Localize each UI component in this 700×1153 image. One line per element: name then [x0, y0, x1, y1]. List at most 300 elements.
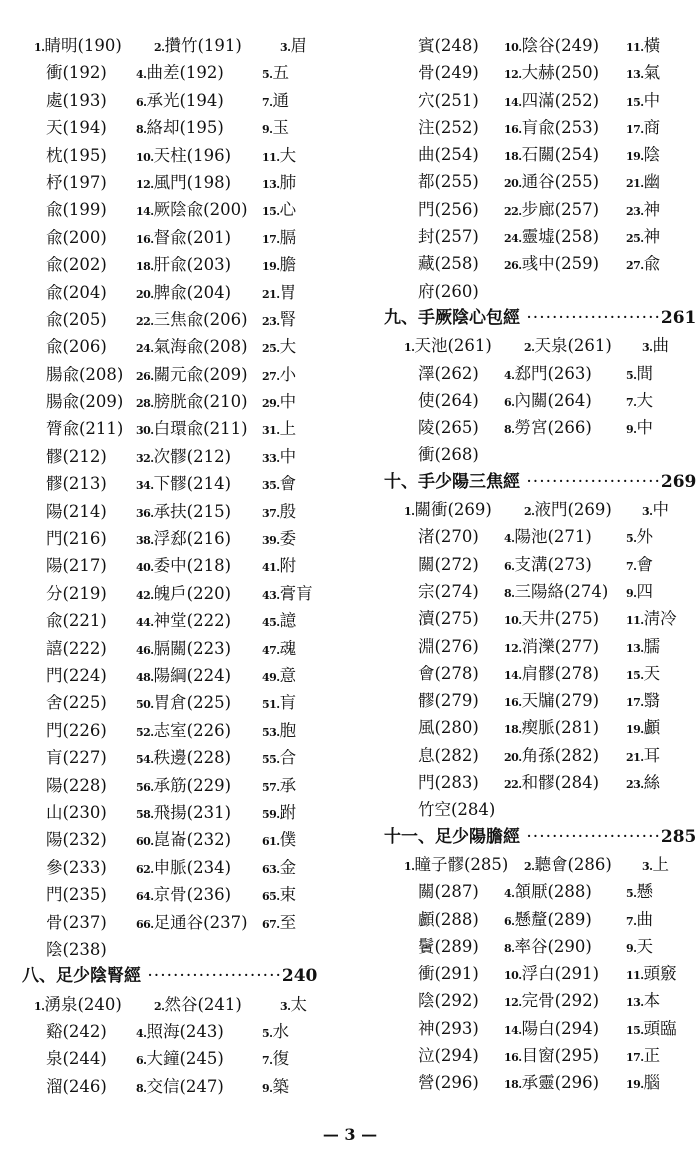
entry-number: 21. [262, 287, 280, 301]
entry-number: 10. [504, 614, 522, 628]
entry-number: 20. [504, 750, 522, 764]
entry-text: 液門(269) [534, 500, 612, 520]
index-line [22, 32, 352, 59]
index-line [384, 223, 684, 250]
entry-text: 會 [636, 554, 653, 574]
index-entry [504, 987, 599, 1016]
entry-text: 中 [279, 392, 297, 412]
index-entry [136, 552, 231, 581]
index-line [384, 660, 684, 687]
entry-number: 4. [136, 68, 147, 82]
index-entry: 門(256) [418, 199, 479, 219]
entry-number: 6. [504, 559, 515, 573]
index-entry: 腸兪(209) [46, 392, 124, 412]
entry-text: 金 [279, 857, 297, 877]
entry-number: 15. [626, 668, 644, 682]
index-line [22, 525, 352, 552]
index-entry [262, 881, 296, 910]
entry-text: 水 [272, 1022, 289, 1042]
entry-number: 41. [262, 561, 280, 575]
index-entry [136, 361, 248, 390]
leader-dots: ····················· [520, 826, 661, 847]
index-entry: 渚(270) [418, 527, 479, 547]
index-line [22, 881, 352, 908]
section-heading [384, 469, 697, 496]
index-entry: 參(233) [46, 857, 107, 877]
index-entry [262, 169, 296, 198]
entry-number: 46. [136, 643, 154, 657]
entry-text: 氣海兪(208) [153, 337, 248, 357]
entry-number: 12. [504, 641, 522, 655]
entry-text: 絡却(195) [146, 118, 224, 138]
index-entry [262, 909, 296, 938]
entry-number: 44. [136, 616, 154, 630]
entry-number: 17. [626, 696, 644, 710]
entry-number: 37. [262, 506, 280, 520]
entry-number: 7. [626, 395, 637, 409]
entry-text: 懸釐(289) [514, 909, 592, 929]
entry-number: 28. [136, 397, 154, 411]
entry-text: 膈 [279, 227, 297, 247]
index-line [22, 333, 352, 360]
index-line [22, 279, 352, 306]
entry-number: 27. [262, 369, 280, 383]
entry-text: 腎 [279, 309, 297, 329]
index-entry [504, 414, 592, 443]
index-line [384, 769, 684, 796]
entry-number: 2. [524, 505, 535, 519]
entry-number: 1. [34, 999, 45, 1013]
entry-text: 浮郄(216) [153, 529, 232, 549]
index-line [22, 854, 352, 881]
index-entry [642, 851, 669, 880]
index-entry [262, 498, 296, 527]
index-line [22, 443, 352, 470]
index-entry [504, 523, 592, 552]
entry-number: 21. [626, 177, 644, 191]
entry-text: 陽池(271) [514, 527, 592, 547]
entry-number: 8. [504, 423, 515, 437]
index-entry [626, 960, 677, 989]
entry-number: 45. [262, 616, 280, 630]
index-entry [262, 1045, 289, 1074]
entry-text: 承扶(215) [153, 501, 232, 521]
entry-number: 63. [262, 862, 280, 876]
index-entry: 譆(222) [46, 638, 107, 658]
index-entry [504, 141, 599, 170]
entry-text: 上 [279, 419, 297, 439]
entry-number: 6. [504, 395, 515, 409]
entry-text: 胃倉(225) [153, 693, 232, 713]
index-entry: 肓(227) [46, 748, 107, 768]
index-entry: 關(287) [418, 882, 479, 902]
entry-number: 17. [262, 232, 280, 246]
index-line [22, 580, 352, 607]
index-entry [626, 168, 660, 197]
entry-number: 13. [262, 177, 280, 191]
entry-number: 23. [626, 778, 644, 792]
entry-text: 足通谷(237) [153, 912, 248, 932]
index-entry: 陽(232) [46, 830, 107, 850]
index-entry [34, 32, 122, 61]
index-entry [280, 991, 307, 1020]
index-entry: 杼(197) [46, 172, 107, 192]
entry-number: 9. [626, 423, 637, 437]
entry-text: 天 [643, 663, 661, 683]
entry-number: 59. [262, 807, 280, 821]
index-entry [136, 689, 231, 718]
index-line [22, 1018, 352, 1045]
index-entry [136, 87, 224, 116]
index-entry [136, 279, 231, 308]
index-entry [262, 635, 296, 664]
index-line [384, 360, 684, 387]
entry-number: 42. [136, 588, 154, 602]
entry-text: 關元兪(209) [153, 364, 248, 384]
index-entry [136, 470, 231, 499]
index-entry [626, 1042, 660, 1071]
entry-number: 18. [136, 260, 154, 274]
index-entry [262, 580, 313, 609]
entry-number: 2. [154, 999, 165, 1013]
entry-text: 目窗(295) [521, 1045, 600, 1065]
entry-text: 消濼(277) [521, 636, 600, 656]
entry-number: 33. [262, 451, 280, 465]
index-entry [504, 633, 599, 662]
entry-text: 四 [636, 581, 653, 601]
entry-text: 白環兪(211) [153, 419, 248, 439]
entry-text: 商 [643, 117, 661, 137]
entry-number: 6. [136, 95, 147, 109]
index-entry: 陽(228) [46, 775, 107, 795]
index-entry [262, 224, 296, 253]
entry-text: 瞳子髎(285) [414, 854, 509, 874]
index-entry [262, 552, 296, 581]
index-entry [404, 332, 492, 361]
index-entry [626, 223, 660, 252]
entry-number: 9. [262, 1081, 273, 1095]
entry-number: 25. [262, 342, 280, 356]
index-entry: 兪(206) [46, 337, 107, 357]
entry-text: 神 [643, 199, 661, 219]
entry-number: 12. [504, 68, 522, 82]
index-entry [504, 906, 592, 935]
index-entry: 顱(288) [418, 909, 479, 929]
index-entry: 澤(262) [418, 363, 479, 383]
index-entry: 封(257) [418, 227, 479, 247]
section-title: 十一、足少陽膽經 [384, 826, 520, 847]
index-entry [136, 114, 224, 143]
index-entry [262, 826, 296, 855]
entry-number: 10. [504, 969, 522, 983]
entry-text: 肓 [279, 693, 297, 713]
entry-text: 三陽絡(274) [514, 581, 609, 601]
entry-number: 1. [404, 859, 415, 873]
entry-number: 9. [626, 586, 637, 600]
index-line [384, 578, 684, 605]
section-title: 八、足少陰腎經 [22, 966, 141, 987]
index-entry [136, 826, 231, 855]
entry-text: 太 [290, 994, 307, 1014]
entry-number: 32. [136, 451, 154, 465]
index-entry [154, 32, 242, 61]
entry-number: 26. [504, 259, 522, 273]
index-entry: 兪(205) [46, 309, 107, 329]
entry-text: 淸冷 [643, 609, 677, 629]
index-entry [136, 443, 231, 472]
entry-text: 中 [279, 446, 297, 466]
left-column [22, 32, 352, 1100]
entry-number: 35. [262, 479, 280, 493]
entry-text: 顱 [643, 718, 661, 738]
index-entry [262, 1073, 289, 1102]
entry-number: 11. [626, 41, 644, 54]
entry-number: 1. [404, 505, 415, 519]
section-heading [384, 824, 697, 851]
index-entry: 賓(248) [418, 36, 479, 55]
entry-number: 25. [626, 232, 644, 246]
index-entry: 兪(199) [46, 200, 107, 220]
index-entry [404, 851, 508, 880]
entry-number: 50. [136, 698, 154, 712]
index-entry: 穴(251) [418, 90, 479, 110]
index-line [384, 551, 684, 578]
index-entry: 兪(200) [46, 227, 107, 247]
section-title: 九、手厥陰心包經 [384, 307, 520, 328]
entry-text: 秩邊(228) [153, 748, 232, 768]
index-line [22, 717, 352, 744]
section-page: 269 [660, 471, 697, 492]
index-line [22, 169, 352, 196]
entry-text: 督兪(201) [153, 227, 232, 247]
index-line [22, 607, 352, 634]
index-entry [404, 496, 492, 525]
entry-number: 51. [262, 698, 280, 712]
entry-number: 47. [262, 643, 280, 657]
entry-text: 小 [279, 364, 297, 384]
index-entry [262, 361, 296, 390]
entry-text: 郄門(263) [514, 363, 592, 383]
index-line [384, 250, 684, 277]
index-entry: 宗(274) [418, 581, 479, 601]
entry-text: 委中(218) [153, 556, 232, 576]
entry-number: 3. [280, 999, 291, 1013]
entry-text: 三焦兪(206) [153, 309, 248, 329]
entry-number: 16. [136, 232, 154, 246]
entry-text: 跗 [279, 802, 297, 822]
index-entry [626, 660, 660, 689]
index-line [22, 142, 352, 169]
index-line [384, 332, 684, 359]
index-entry [136, 388, 248, 417]
index-entry [136, 772, 231, 801]
index-line [384, 168, 684, 195]
index-entry: 泉(244) [46, 1049, 107, 1069]
entry-text: 至 [279, 912, 297, 932]
index-entry [504, 223, 599, 252]
index-entry [136, 251, 231, 280]
entry-text: 腦 [643, 1073, 661, 1093]
index-entry [154, 991, 242, 1020]
index-entry [626, 578, 653, 607]
index-entry [262, 689, 296, 718]
index-entry [504, 933, 592, 962]
index-entry: 曲(254) [418, 145, 479, 165]
entry-text: 聽會(286) [534, 854, 612, 874]
entry-text: 大鐘(245) [146, 1049, 224, 1069]
index-entry [136, 854, 231, 883]
section-heading [22, 963, 352, 990]
entry-number: 19. [626, 1078, 644, 1092]
entry-text: 四滿(252) [521, 90, 600, 110]
entry-text: 幽 [643, 172, 661, 192]
index-line [384, 1042, 684, 1069]
entry-text: 完骨(292) [521, 991, 600, 1011]
section-title: 十、手少陽三焦經 [384, 471, 520, 492]
entry-number: 12. [504, 996, 522, 1010]
entry-number: 7. [262, 95, 273, 109]
entry-text: 膽 [279, 255, 297, 275]
index-line [384, 1015, 684, 1042]
index-entry: 髎(213) [46, 474, 107, 494]
index-entry: 天(194) [46, 118, 107, 138]
entry-number: 20. [136, 287, 154, 301]
index-entry [136, 607, 231, 636]
index-entry [626, 551, 653, 580]
index-entry: 山(230) [46, 802, 107, 822]
entry-number: 60. [136, 835, 154, 849]
entry-number: 27. [626, 259, 644, 273]
index-entry: 陰(238) [46, 939, 107, 959]
index-entry [136, 498, 231, 527]
entry-text: 頭臨 [643, 1018, 677, 1038]
index-entry: 分(219) [46, 583, 107, 603]
entry-text: 關衝(269) [414, 500, 492, 520]
entry-number: 6. [136, 1054, 147, 1068]
entry-text: 靈墟(258) [521, 227, 600, 247]
index-entry [136, 580, 231, 609]
entry-number: 9. [262, 123, 273, 137]
index-entry: 使(264) [418, 390, 479, 410]
entry-text: 通 [272, 90, 289, 110]
section-page: 261 [660, 307, 697, 328]
entry-text: 本 [643, 991, 661, 1011]
entry-number: 20. [504, 177, 522, 191]
entry-number: 11. [626, 969, 644, 983]
index-entry [262, 854, 296, 883]
index-entry: 髎(279) [418, 691, 479, 711]
entry-number: 7. [626, 559, 637, 573]
entry-text: 陽白(294) [521, 1018, 600, 1038]
index-line [384, 141, 684, 168]
entry-text: 內關(264) [514, 390, 592, 410]
index-entry [262, 87, 289, 116]
entry-number: 5. [626, 887, 637, 901]
entry-text: 勞宮(266) [514, 418, 592, 438]
entry-number: 13. [626, 996, 644, 1010]
index-line [22, 826, 352, 853]
index-entry: 陽(217) [46, 556, 107, 576]
index-entry: 髎(212) [46, 446, 107, 466]
entry-number: 14. [504, 95, 522, 109]
index-line [22, 415, 352, 442]
index-entry [504, 687, 599, 716]
index-entry: 腸兪(208) [46, 364, 124, 384]
entry-text: 厥陰兪(200) [153, 200, 248, 220]
entry-text: 頭竅 [643, 964, 677, 984]
index-entry [136, 196, 248, 225]
entry-text: 攢竹(191) [164, 36, 242, 55]
index-entry [262, 525, 296, 554]
entry-text: 大 [279, 145, 297, 165]
entry-number: 67. [262, 917, 280, 931]
index-entry: 谿(242) [46, 1022, 107, 1042]
entry-text: 風門(198) [153, 172, 232, 192]
entry-number: 64. [136, 890, 154, 904]
index-entry [504, 742, 599, 771]
entry-number: 5. [626, 368, 637, 382]
entry-text: 耳 [643, 745, 661, 765]
index-entry [136, 306, 248, 335]
index-entry [136, 59, 224, 88]
index-entry: 營(296) [418, 1073, 479, 1093]
entry-text: 附 [279, 556, 297, 576]
entry-number: 3. [642, 859, 653, 873]
index-entry [136, 142, 231, 171]
entry-number: 62. [136, 862, 154, 876]
index-entry [504, 32, 599, 61]
entry-number: 14. [136, 205, 154, 219]
index-entry [626, 906, 653, 935]
entry-number: 16. [504, 1050, 522, 1064]
entry-number: 17. [626, 122, 644, 136]
index-line [22, 388, 352, 415]
index-entry [626, 387, 653, 416]
entry-text: 睛明(190) [44, 36, 122, 55]
index-line [384, 114, 684, 141]
entry-number: 48. [136, 670, 154, 684]
entry-number: 18. [504, 150, 522, 164]
index-entry [504, 878, 592, 907]
index-entry [626, 987, 660, 1016]
leader-dots: ····················· [141, 966, 282, 987]
index-entry: 兪(204) [46, 282, 107, 302]
index-entry [504, 960, 599, 989]
index-entry [626, 59, 660, 88]
index-entry [136, 662, 231, 691]
entry-number: 38. [136, 534, 154, 548]
section-page: 285 [660, 826, 697, 847]
index-entry [262, 470, 296, 499]
index-entry [626, 714, 660, 743]
index-entry [262, 142, 296, 171]
index-entry [626, 633, 660, 662]
index-line [384, 387, 684, 414]
index-entry [626, 605, 677, 634]
entry-number: 4. [504, 368, 515, 382]
index-entry [504, 59, 599, 88]
index-entry: 衝(268) [418, 445, 479, 465]
entry-number: 10. [136, 150, 154, 164]
index-entry: 門(235) [46, 885, 107, 905]
index-entry [262, 607, 296, 636]
index-entry [262, 772, 296, 801]
index-entry [504, 168, 599, 197]
index-line [22, 114, 352, 141]
index-entry: 兪(221) [46, 611, 107, 631]
entry-text: 率谷(290) [514, 936, 592, 956]
index-entry [262, 415, 296, 444]
